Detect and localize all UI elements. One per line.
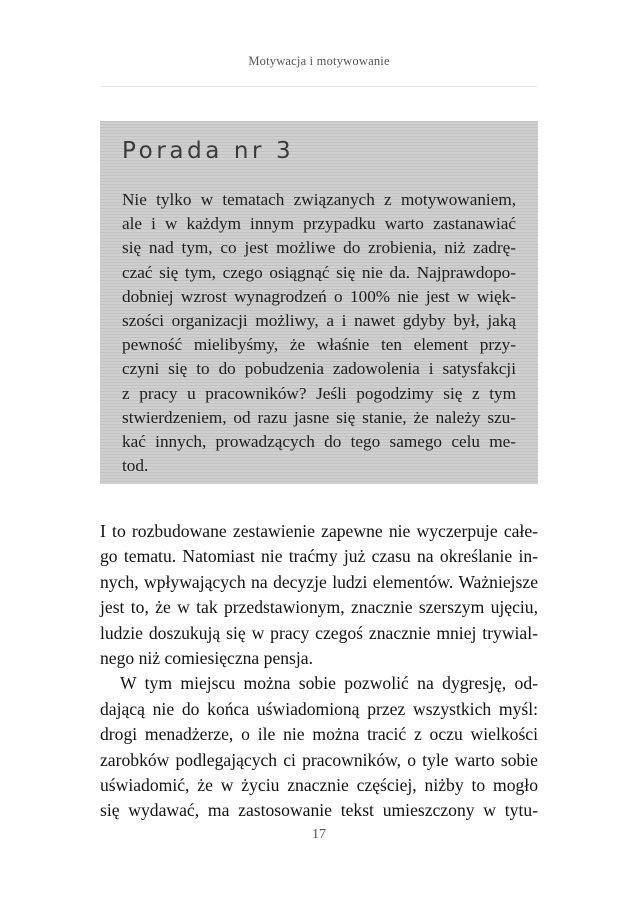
body-line: się wydawać, ma zastosowanie tekst umieszczony w tytu- bbox=[100, 800, 538, 821]
tip-line: się nad tym, co jest możliwe do zrobienia, niż zadrę- bbox=[122, 238, 516, 258]
tip-line: dobniej wzrost wynagrodzeń o 100% nie jest w więk- bbox=[122, 286, 516, 306]
tip-box bbox=[100, 121, 538, 484]
tip-title: Porada nr 3 bbox=[122, 138, 295, 164]
tip-line: czać się tym, czego osiągnąć się nie da. Najprawdopo- bbox=[122, 262, 516, 282]
tip-line: ale i w każdym innym przypadku warto zastanawiać bbox=[122, 214, 516, 234]
tip-line: stwierdzeniem, od razu jasne się stanie, że należy szu- bbox=[122, 407, 516, 427]
body-line: go tematu. Natomiast nie traćmy już czasu na określanie in- bbox=[100, 546, 538, 567]
tip-line: pewność mielibyśmy, że właśnie ten element przy- bbox=[122, 335, 516, 355]
body-line: zarobków podlegających ci pracowników, o tyle warto sobie bbox=[100, 749, 538, 770]
tip-line: czyni się to do pobudzenia zadowolenia i satysfakcji bbox=[122, 359, 516, 379]
body-line: drogi menadżerze, o ile nie można tracić z oczu wielkości bbox=[100, 724, 538, 745]
body-line: dającą nie do końca uświadomioną przez wszystkich myśl: bbox=[100, 698, 538, 719]
body-line: I to rozbudowane zestawienie zapewne nie wyczerpuje całe- bbox=[100, 521, 538, 541]
tip-line: tod. bbox=[122, 456, 149, 476]
body-line: jest to, że w tak przedstawionym, znacznie szerszym ujęciu, bbox=[100, 597, 538, 618]
tip-line: kać innych, prowadzących do tego samego celu me- bbox=[122, 432, 516, 452]
tip-line: z pracy u pracowników? Jeśli pogodzimy się z tym bbox=[122, 383, 516, 403]
body-line: ludzie doszukują się w pracy czegoś znacznie mniej trywial- bbox=[100, 622, 538, 643]
body-line: nego niż comiesięczna pensja. bbox=[100, 648, 313, 669]
tip-line: szości organizacji możliwy, a i nawet gdyby był, jaką bbox=[122, 311, 516, 331]
body-line: W tym miejscu można sobie pozwolić na dygresję, od- bbox=[120, 673, 538, 694]
body-line: nych, wpływających na decyzje ludzi elementów. Ważniejsze bbox=[100, 571, 538, 592]
header-divider bbox=[100, 86, 538, 87]
tip-paragraph bbox=[122, 188, 516, 478]
page-number: 17 bbox=[312, 827, 326, 842]
running-header: Motywacja i motywowanie bbox=[248, 54, 390, 68]
body-line: uświadomić, że w życiu znacznie częściej, niżby to mogło bbox=[100, 775, 538, 796]
body-text bbox=[100, 519, 538, 824]
tip-line: Nie tylko w tematach związanych z motywowaniem, bbox=[122, 190, 516, 209]
